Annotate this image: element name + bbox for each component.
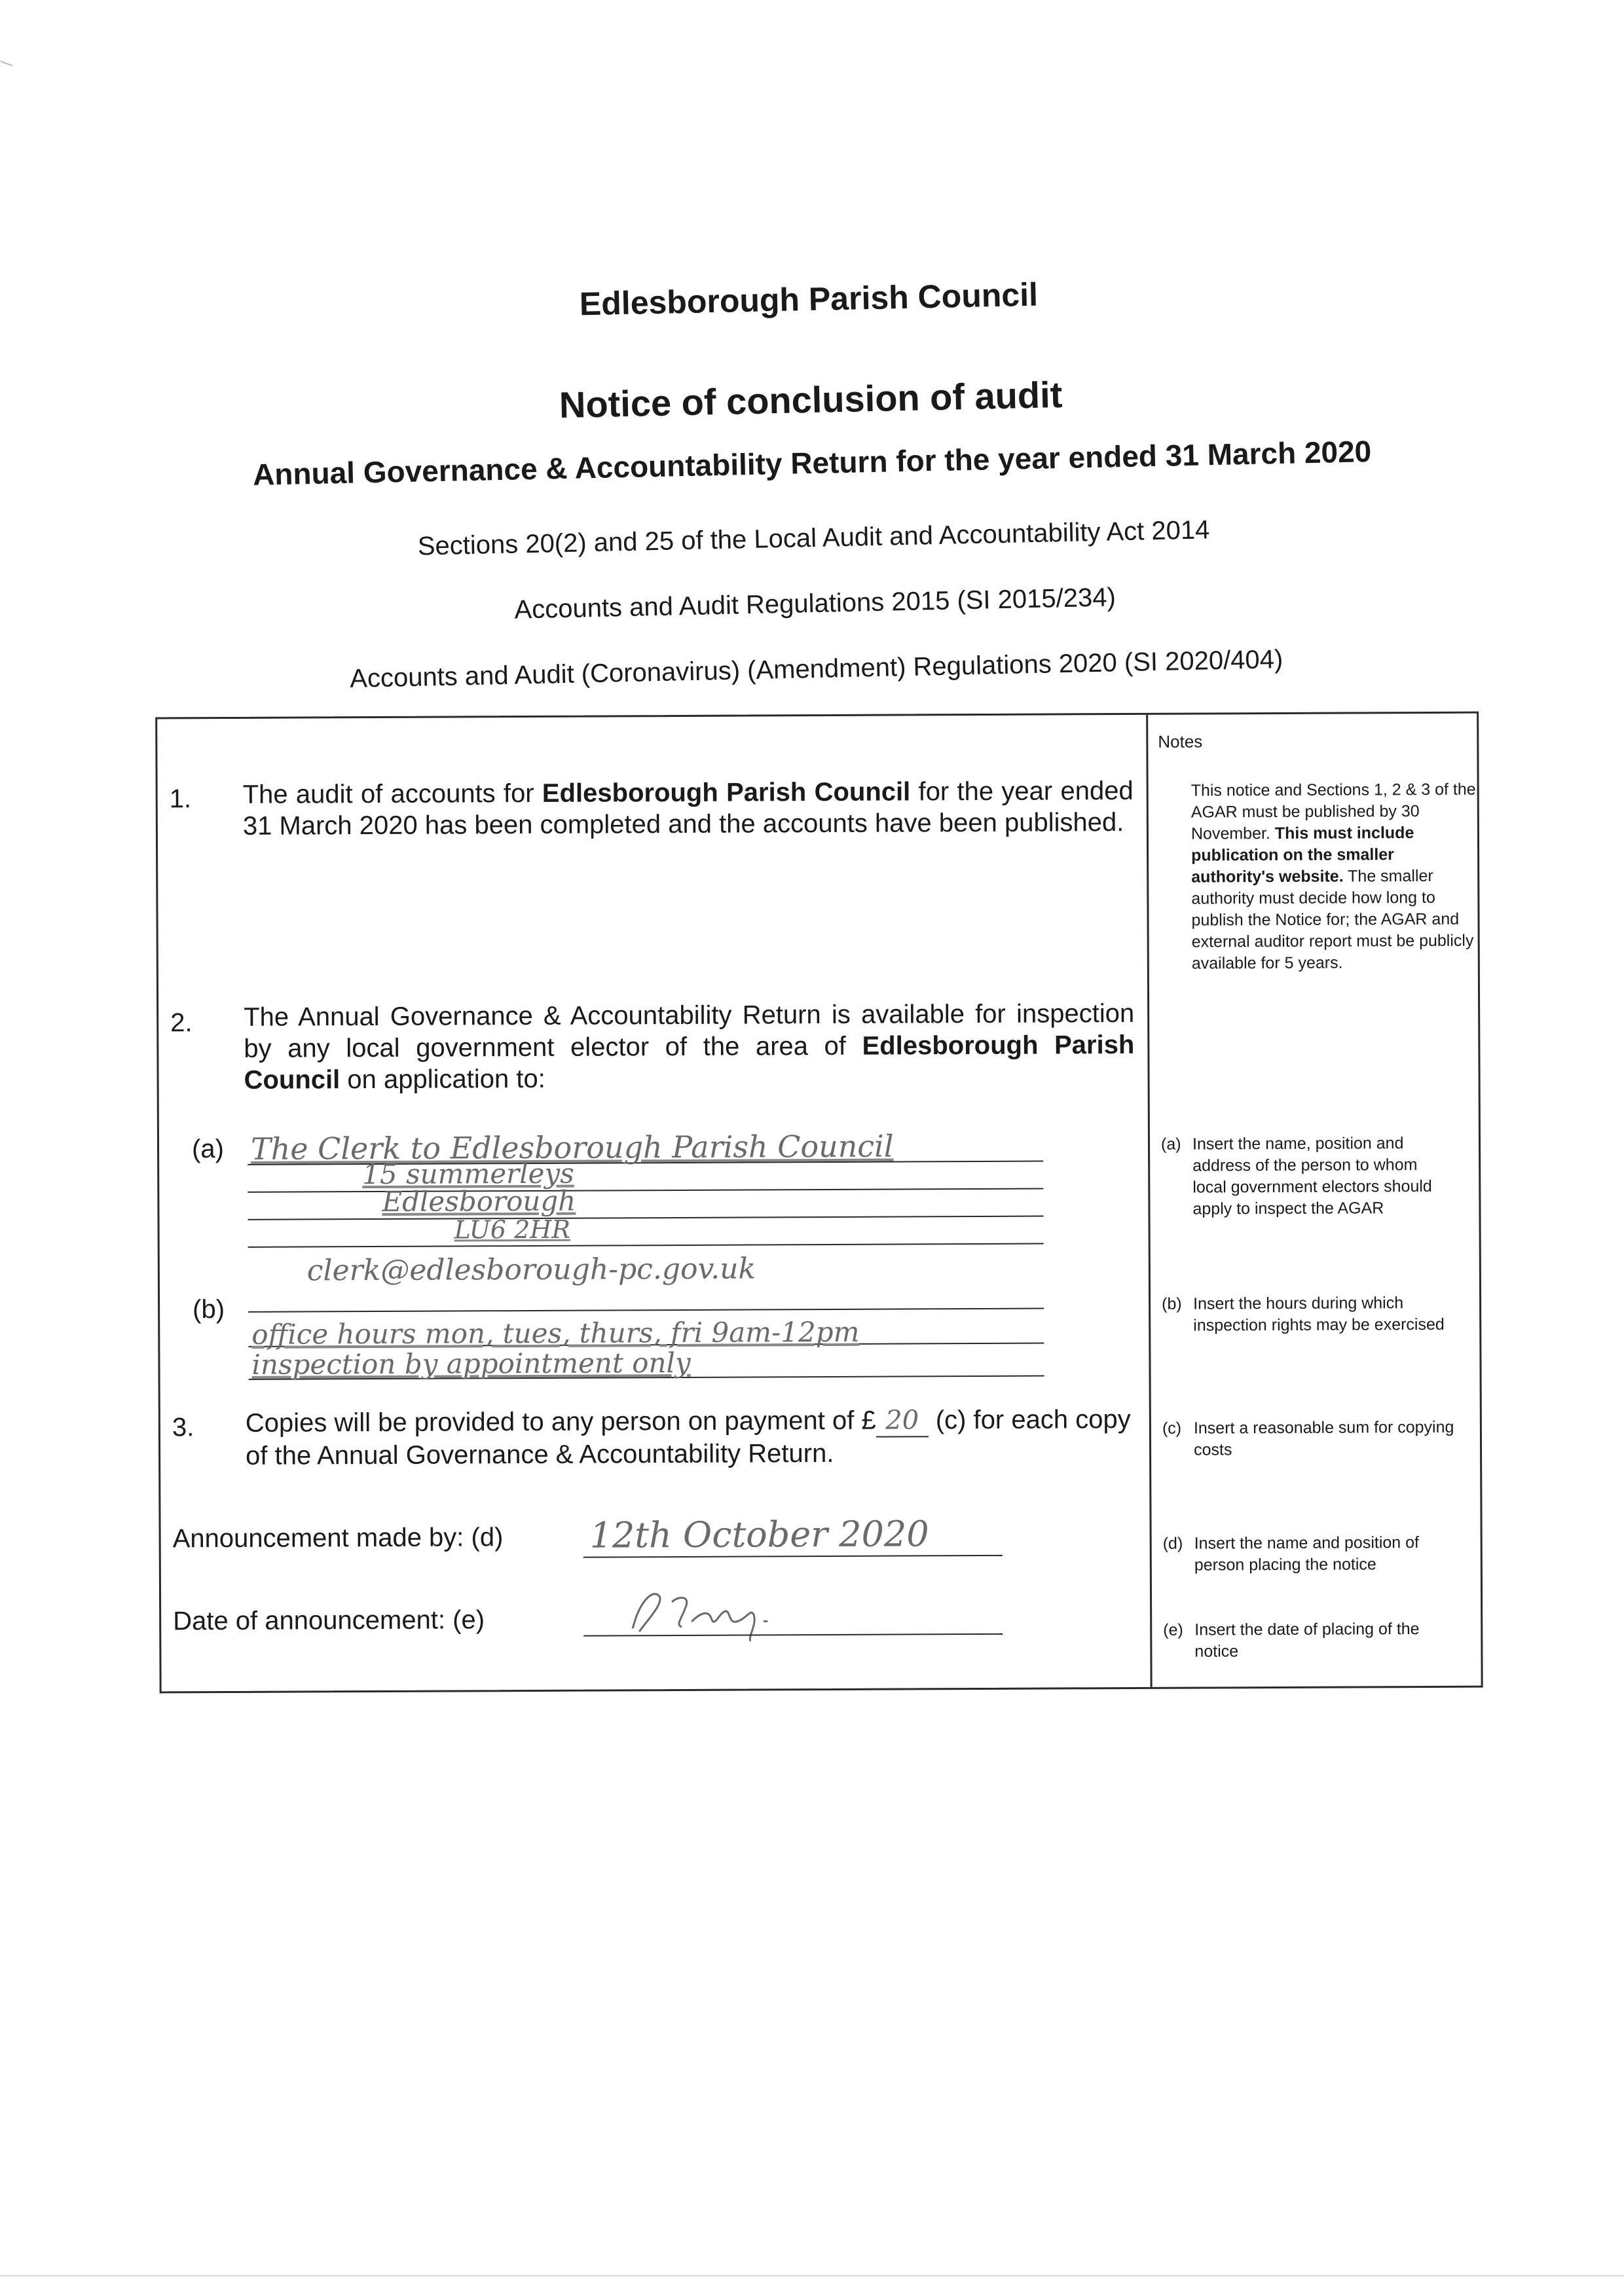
legislation-line: Accounts and Audit Regulations 2015 (SI 2015/234) bbox=[514, 583, 1116, 625]
legislation-line: Accounts and Audit (Coronavirus) (Amendment) Regulations 2020 (SI 2020/404) bbox=[349, 645, 1283, 693]
note-a bbox=[1161, 1133, 1463, 1220]
note-marker: (a) bbox=[1160, 1135, 1181, 1154]
note-b bbox=[1162, 1292, 1463, 1337]
page-bottom-edge bbox=[0, 2275, 1624, 2276]
statement-text: The audit of accounts for bbox=[242, 778, 542, 809]
note-d bbox=[1163, 1532, 1464, 1576]
note-c bbox=[1162, 1417, 1464, 1461]
statement-text: on application to: bbox=[340, 1064, 545, 1095]
field-label-b: (b) bbox=[193, 1295, 225, 1324]
item-number: 1. bbox=[169, 784, 192, 814]
handwritten-address-line: 15 summerleys bbox=[362, 1157, 574, 1191]
note-text: The smaller authority must decide how long to publish the Notice for; the AGAR and external auditor report must be publicly available for 5 years. bbox=[1191, 866, 1474, 973]
statement-text: Copies will be provided to any person on payment of £ bbox=[245, 1406, 876, 1438]
council-name-inline: Edlesborough Parish Council bbox=[244, 1030, 1135, 1095]
notice-form bbox=[155, 712, 1483, 1694]
date-of-announcement-label: Date of announcement: (e) bbox=[173, 1605, 485, 1636]
note-text: Insert the name, position and address of the person to whom local government electors should apply to inspect the AGAR bbox=[1192, 1134, 1432, 1218]
copies-statement bbox=[246, 1404, 1136, 1472]
fill-line bbox=[248, 1243, 1044, 1248]
handwritten-address-line: Edlesborough bbox=[382, 1184, 576, 1218]
item-number: 2. bbox=[170, 1008, 193, 1038]
note-text: Insert the name and position of person placing the notice bbox=[1194, 1533, 1420, 1575]
handwritten-appointment: inspection by appointment only bbox=[251, 1346, 691, 1381]
handwritten-fee: 20 bbox=[876, 1404, 929, 1437]
item-number: 3. bbox=[172, 1413, 194, 1442]
handwritten-signature bbox=[619, 1575, 817, 1656]
council-name: Edlesborough Parish Council bbox=[579, 276, 1039, 323]
note-bold-text: This must include publication on the smaller authority's website. bbox=[1191, 824, 1414, 886]
note-text: Insert the hours during which inspection rights may be exercised bbox=[1193, 1294, 1445, 1335]
return-title: Annual Governance & Accountability Return for the year ended 31 March 2020 bbox=[252, 434, 1372, 492]
signature-graphic bbox=[619, 1575, 816, 1648]
note-text: Insert the date of placing of the notice bbox=[1194, 1620, 1420, 1661]
note-e bbox=[1163, 1618, 1464, 1663]
notes-heading: Notes bbox=[1158, 731, 1203, 752]
fill-line bbox=[248, 1216, 1044, 1220]
note-text: This notice and Sections 1, 2 & 3 of the AGAR must be published by 30 November. bbox=[1190, 780, 1476, 843]
legislation-line: Sections 20(2) and 25 of the Local Audit and Accountability Act 2014 bbox=[417, 515, 1210, 561]
scan-corner-mark bbox=[0, 61, 12, 67]
note-text: Insert a reasonable sum for copying costs bbox=[1193, 1417, 1454, 1459]
inspection-statement bbox=[244, 998, 1135, 1096]
note-marker: (b) bbox=[1162, 1294, 1182, 1313]
statement-text: (c) for each copy of the Annual Governance & Accountability Return. bbox=[245, 1404, 1131, 1470]
field-label-a: (a) bbox=[191, 1135, 225, 1164]
notes-column-divider bbox=[1146, 715, 1152, 1687]
statement-text: for the year ended 31 March 2020 has been completed and the accounts have been published. bbox=[242, 776, 1134, 841]
handwritten-postcode: LU6 2HR bbox=[454, 1214, 571, 1245]
statement-text: The Annual Governance & Accountability Return is available for inspection by any local government elector of the area of bbox=[244, 998, 1135, 1063]
notice-title: Notice of conclusion of audit bbox=[559, 373, 1063, 426]
announcement-made-by-label: Announcement made by: (d) bbox=[172, 1523, 504, 1554]
note-marker: (c) bbox=[1162, 1419, 1182, 1438]
fill-line bbox=[248, 1308, 1044, 1313]
council-name-inline: Edlesborough Parish Council bbox=[542, 777, 911, 808]
publication-note bbox=[1191, 779, 1480, 975]
note-marker: (d) bbox=[1162, 1534, 1183, 1553]
audit-completed-statement bbox=[243, 775, 1134, 842]
handwritten-clerk: The Clerk to Edlesborough Parish Council bbox=[250, 1128, 894, 1167]
handwritten-date: 12th October 2020 bbox=[589, 1513, 929, 1556]
note-marker: (e) bbox=[1163, 1620, 1183, 1639]
notice-header bbox=[0, 0, 1614, 693]
handwritten-email: clerk@edlesborough-pc.gov.uk bbox=[306, 1252, 756, 1288]
handwritten-hours: office hours mon, tues, thurs, fri 9am-12pm bbox=[251, 1315, 860, 1351]
